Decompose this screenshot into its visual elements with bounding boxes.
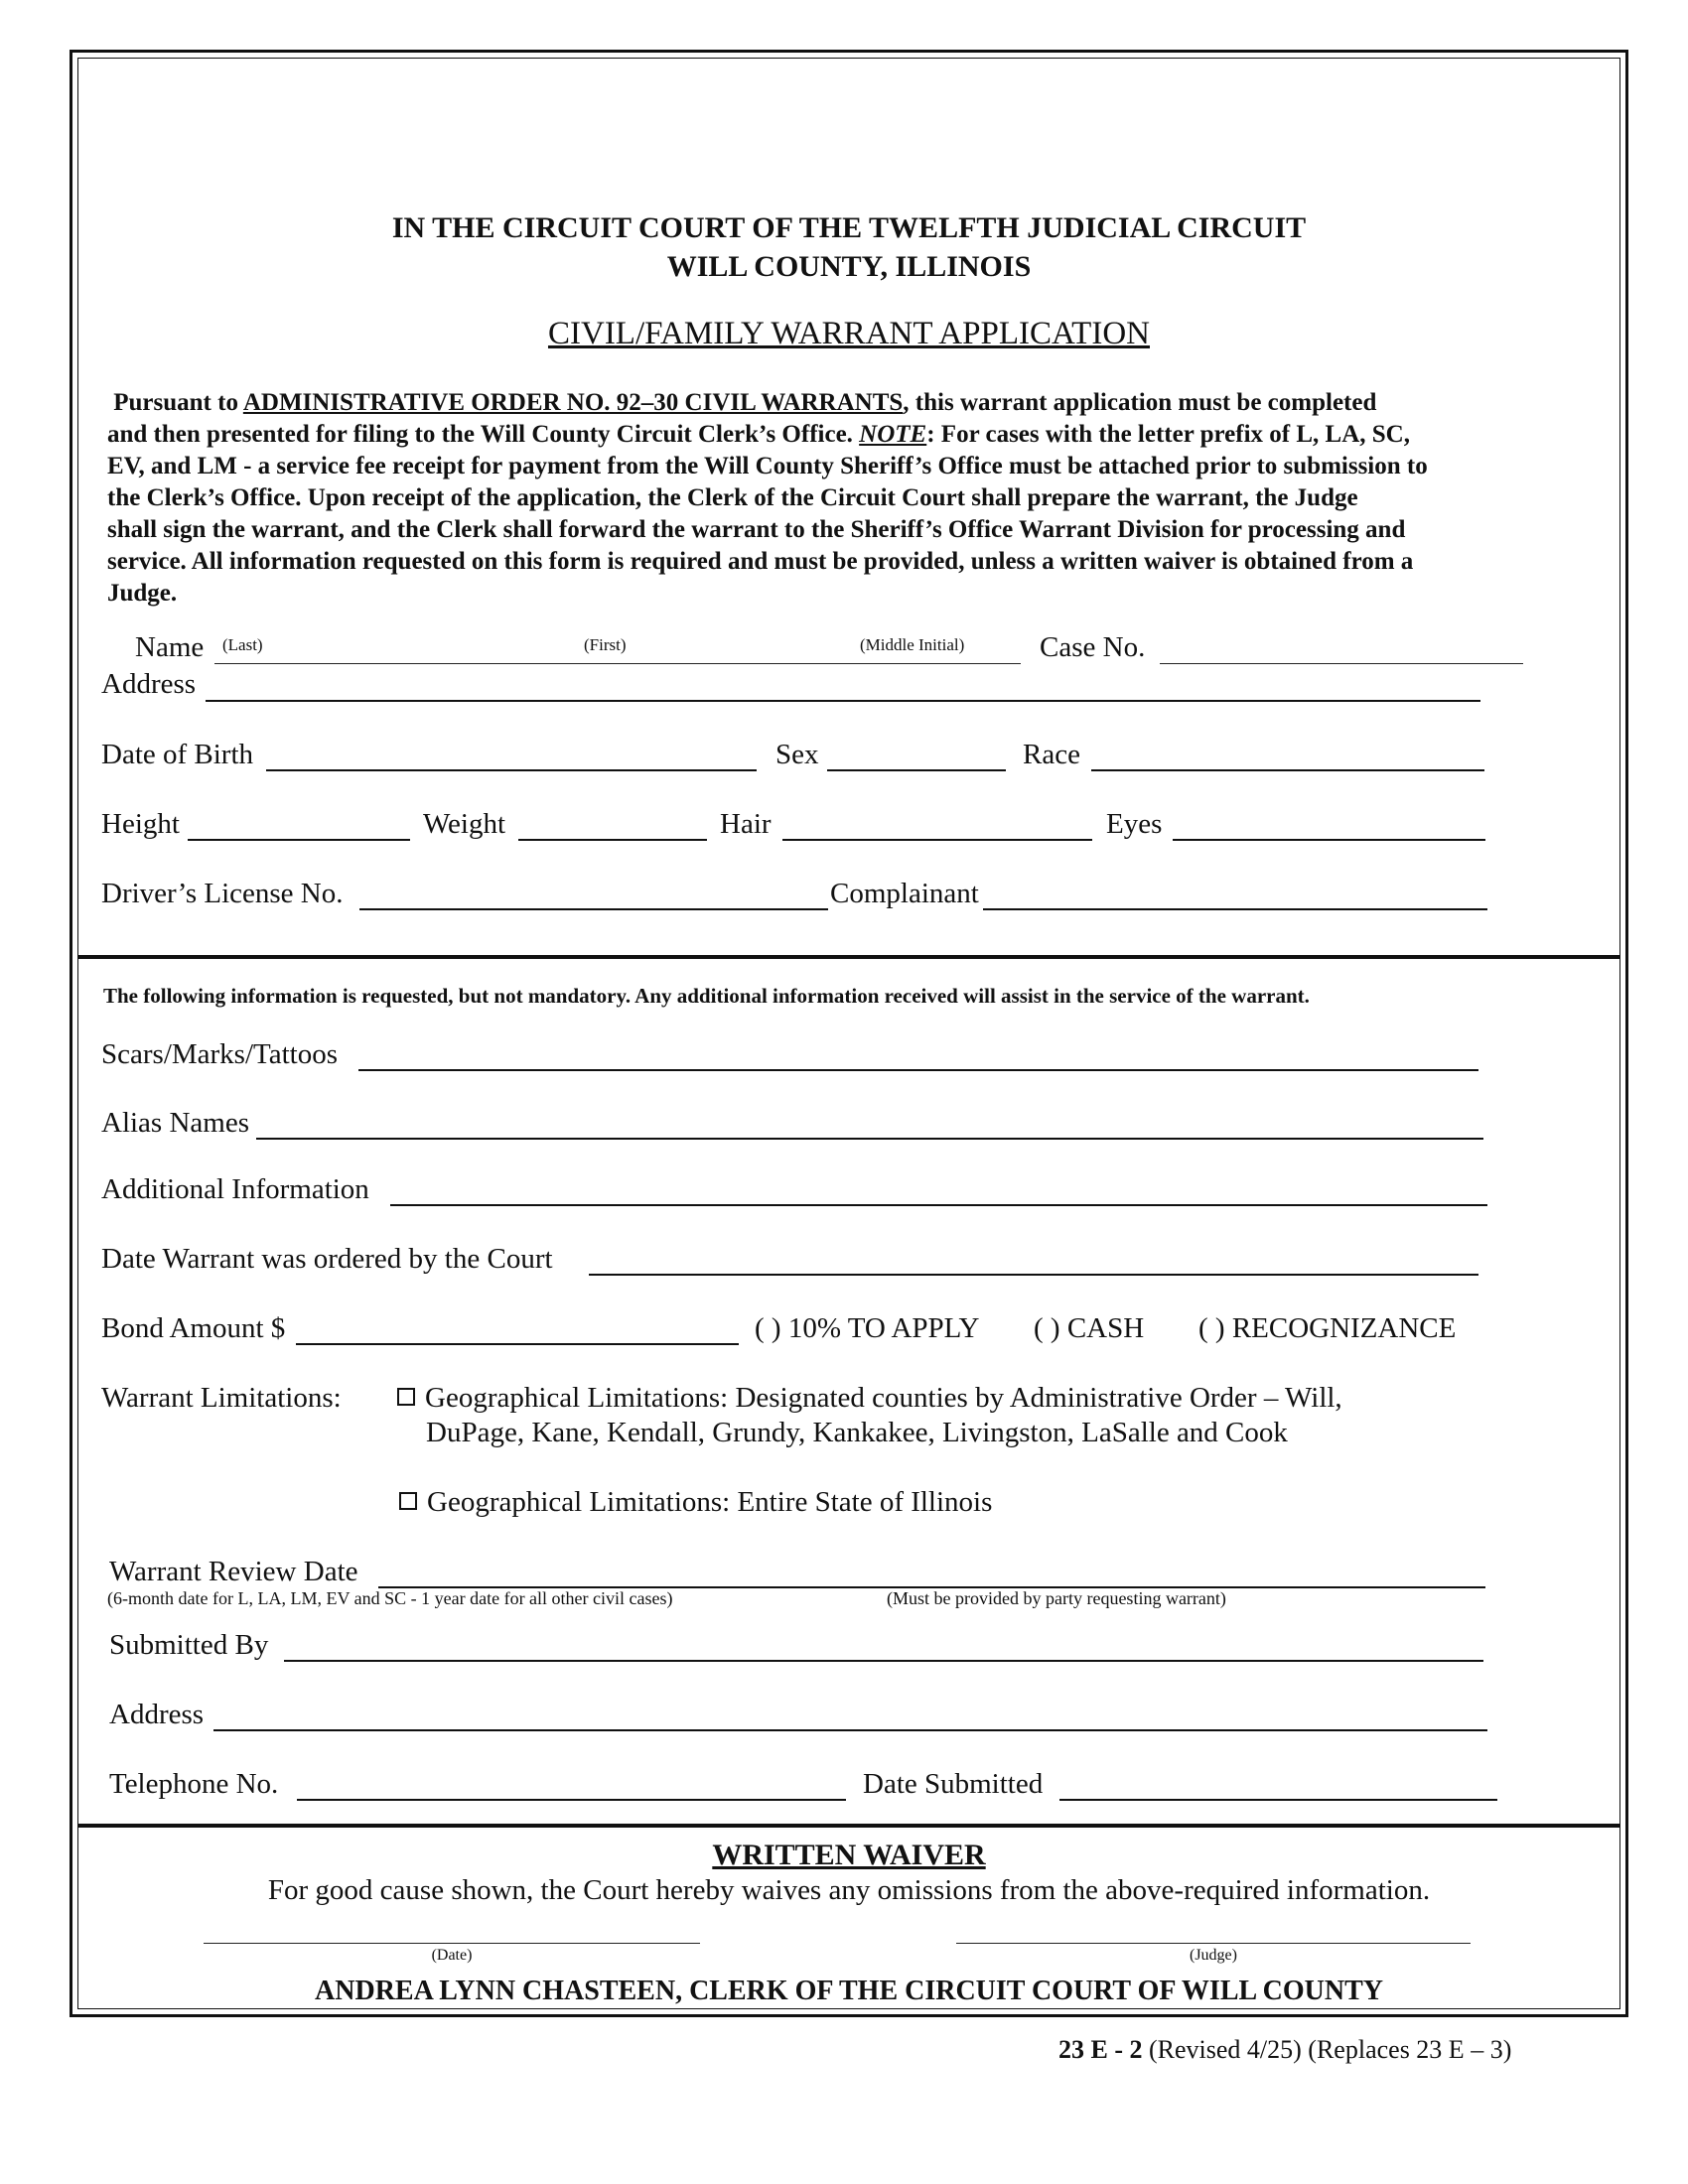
clerk-name-line: ANDREA LYNN CHASTEEN, CLERK OF THE CIRCUIT COURT OF WILL COUNTY	[315, 1976, 1383, 2006]
date-ordered-field[interactable]	[589, 1274, 1478, 1276]
additional-info-field[interactable]	[390, 1204, 1487, 1206]
county-name: WILL COUNTY, ILLINOIS	[666, 250, 1032, 283]
limitation-counties-list: DuPage, Kane, Kendall, Grundy, Kankakee, Livingston, LaSalle and Cook	[426, 1417, 1288, 1448]
form-title: CIVIL/FAMILY WARRANT APPLICATION	[547, 316, 1150, 351]
waiver-text: For good cause shown, the Court hereby waives any omissions from the above-required information.	[267, 1874, 1431, 1906]
sex-field[interactable]	[827, 769, 1006, 771]
form-number	[1058, 2035, 1511, 2065]
instructions-line-1: Pursuant to ADMINISTRATIVE ORDER NO. 92–30 CIVIL WARRANTS, this warrant application must be completed	[113, 389, 1377, 416]
review-date-note: (6-month date for L, LA, LM, EV and SC - 1 year date for all other civil cases)	[107, 1588, 673, 1608]
scars-field[interactable]	[358, 1069, 1478, 1071]
eyes-label: Eyes	[1106, 808, 1163, 840]
limitation-designated-counties[interactable]	[397, 1382, 1342, 1415]
form-code: 23 E - 2	[1058, 2035, 1143, 2064]
hair-field[interactable]	[782, 839, 1092, 841]
case-no-field[interactable]	[1160, 663, 1523, 664]
name-label: Name	[135, 631, 205, 663]
limitation-entire-state-text: Geographical Limitations: Entire State of Illinois	[427, 1486, 993, 1518]
bond-amount-label: Bond Amount $	[101, 1312, 286, 1344]
address-field[interactable]	[206, 700, 1480, 702]
optional-info-notice: The following information is requested, but not mandatory. Any additional information received will assist in the service of the warrant.	[103, 984, 1310, 1008]
additional-info-label: Additional Information	[101, 1173, 369, 1205]
checkbox-icon[interactable]	[399, 1492, 417, 1510]
scars-label: Scars/Marks/Tattoos	[101, 1038, 338, 1070]
race-field[interactable]	[1091, 769, 1484, 771]
alias-field[interactable]	[256, 1138, 1483, 1140]
instructions-line-3: EV, and LM - a service fee receipt for payment from the Will County Sheriff’s Office must be attached prior to submission to	[107, 453, 1428, 479]
complainant-field[interactable]	[983, 908, 1487, 910]
waiver-date-field[interactable]	[204, 1943, 700, 1944]
checkbox-icon[interactable]	[397, 1388, 415, 1406]
bond-option-recognizance[interactable]: ( ) RECOGNIZANCE	[1198, 1312, 1457, 1344]
instructions-line-5: shall sign the warrant, and the Clerk shall forward the warrant to the Sheriff’s Office Warrant Division for processing and	[107, 516, 1406, 543]
date-ordered-label: Date Warrant was ordered by the Court	[101, 1243, 553, 1275]
section-divider-required	[77, 955, 1620, 959]
height-label: Height	[101, 808, 180, 840]
date-submitted-label: Date Submitted	[863, 1768, 1044, 1800]
drivers-license-field[interactable]	[359, 908, 828, 910]
height-field[interactable]	[188, 839, 410, 841]
case-no-label: Case No.	[1040, 631, 1146, 663]
sex-label: Sex	[775, 739, 819, 770]
address-label: Address	[101, 668, 197, 700]
review-date-label: Warrant Review Date	[109, 1556, 358, 1587]
instructions-line-4: the Clerk’s Office. Upon receipt of the application, the Clerk of the Circuit Court shall prepare the warrant, the Judge	[107, 484, 1358, 511]
race-label: Race	[1023, 739, 1080, 770]
instructions-line-7: Judge.	[107, 580, 178, 607]
instructions-line-2: and then presented for filing to the Will County Circuit Clerk’s Office. NOTE: For cases with the letter prefix of L, LA, SC,	[107, 421, 1410, 448]
bond-amount-field[interactable]	[296, 1343, 739, 1345]
submitted-by-field[interactable]	[284, 1660, 1483, 1662]
instructions-paragraph	[107, 387, 1577, 610]
limitation-designated-counties-text: Geographical Limitations: Designated counties by Administrative Order – Will,	[425, 1382, 1342, 1414]
dob-field[interactable]	[266, 769, 757, 771]
dob-label: Date of Birth	[101, 739, 254, 770]
submitter-address-field[interactable]	[213, 1729, 1487, 1731]
name-first-caption: (First)	[584, 635, 627, 654]
drivers-license-label: Driver’s License No.	[101, 878, 344, 909]
hair-label: Hair	[720, 808, 772, 840]
date-submitted-field[interactable]	[1059, 1799, 1497, 1801]
form-revision: (Revised 4/25) (Replaces 23 E – 3)	[1142, 2035, 1512, 2064]
telephone-label: Telephone No.	[109, 1768, 279, 1800]
waiver-judge-caption: (Judge)	[1190, 1947, 1237, 1964]
submitted-by-label: Submitted By	[109, 1629, 269, 1661]
limitation-entire-state[interactable]	[399, 1486, 992, 1519]
alias-label: Alias Names	[101, 1107, 249, 1139]
waiver-judge-signature-field[interactable]	[956, 1943, 1471, 1944]
telephone-field[interactable]	[297, 1799, 846, 1801]
court-name: IN THE CIRCUIT COURT OF THE TWELFTH JUDICIAL CIRCUIT	[391, 211, 1307, 244]
administrative-order-reference: ADMINISTRATIVE ORDER NO. 92–30 CIVIL WARRANTS	[242, 389, 904, 416]
eyes-field[interactable]	[1173, 839, 1485, 841]
bond-option-10-percent[interactable]: ( ) 10% TO APPLY	[755, 1312, 980, 1344]
name-last-caption: (Last)	[222, 635, 263, 654]
complainant-label: Complainant	[830, 878, 979, 909]
waiver-date-caption: (Date)	[431, 1947, 473, 1964]
instructions-line-6: service. All information requested on this form is required and must be provided, unless a written waiver is obtained from a	[107, 548, 1414, 575]
name-middle-caption: (Middle Initial)	[860, 635, 965, 654]
weight-label: Weight	[423, 808, 506, 840]
weight-field[interactable]	[518, 839, 707, 841]
warrant-limitations-label: Warrant Limitations:	[101, 1382, 342, 1414]
review-date-requirement: (Must be provided by party requesting warrant)	[887, 1588, 1226, 1608]
note-label: NOTE	[859, 421, 927, 448]
bond-option-cash[interactable]: ( ) CASH	[1034, 1312, 1145, 1344]
section-divider-waiver	[77, 1824, 1620, 1828]
waiver-title: WRITTEN WAIVER	[712, 1839, 986, 1871]
submitter-address-label: Address	[109, 1699, 205, 1730]
name-field[interactable]	[214, 663, 1021, 664]
